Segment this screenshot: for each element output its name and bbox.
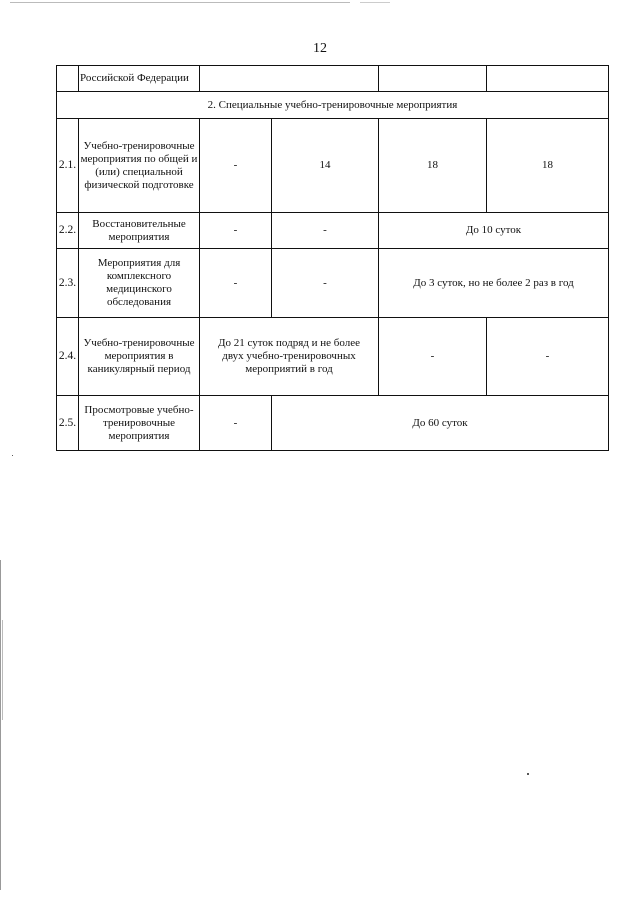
value-cell: - <box>379 318 487 396</box>
section-header-row <box>57 92 609 119</box>
events-table <box>56 65 609 451</box>
scan-top-rule-short <box>360 2 390 3</box>
value-cell: До 60 суток <box>272 396 609 451</box>
value-cell: - <box>272 249 379 318</box>
value-cell: До 21 суток подряд и не более двух учебно-тренировочных мероприятий в год <box>200 318 379 396</box>
row-number-cell <box>57 66 79 92</box>
value-cell: 18 <box>379 119 487 213</box>
row-number-cell: 2.1. <box>57 119 79 213</box>
page-number: 12 <box>313 41 327 56</box>
row-number-cell: 2.2. <box>57 213 79 249</box>
event-name-cell: Учебно-тренировочные мероприятия в каникулярный период <box>79 318 200 396</box>
scan-top-rule <box>10 2 350 3</box>
value-cell: - <box>200 119 272 213</box>
event-name-cell: Просмотровые учебно-тренировочные мероприятия <box>79 396 200 451</box>
value-cell: 14 <box>272 119 379 213</box>
scan-speck <box>12 455 13 456</box>
row-number-cell: 2.3. <box>57 249 79 318</box>
table-row <box>57 318 609 396</box>
section-header: 2. Специальные учебно-тренировочные мероприятия <box>57 92 609 119</box>
table-row <box>57 119 609 213</box>
value-cell <box>487 66 609 92</box>
table-row <box>57 66 609 92</box>
table-row <box>57 213 609 249</box>
event-name-cell: Мероприятия для комплексного медицинского обследования <box>79 249 200 318</box>
value-cell: - <box>200 213 272 249</box>
table-row <box>57 249 609 318</box>
scan-speck <box>527 773 529 775</box>
value-cell <box>379 66 487 92</box>
row-number-cell: 2.4. <box>57 318 79 396</box>
value-cell: До 10 суток <box>379 213 609 249</box>
value-cell: - <box>487 318 609 396</box>
value-cell <box>200 66 379 92</box>
event-name-cell: Российской Федерации <box>79 66 200 92</box>
event-name-cell: Восстановительные мероприятия <box>79 213 200 249</box>
value-cell: До 3 суток, но не более 2 раз в год <box>379 249 609 318</box>
value-cell: - <box>200 396 272 451</box>
value-cell: 18 <box>487 119 609 213</box>
table-row <box>57 396 609 451</box>
row-number-cell: 2.5. <box>57 396 79 451</box>
value-cell: - <box>272 213 379 249</box>
value-cell: - <box>200 249 272 318</box>
scan-left-edge <box>0 560 1 890</box>
event-name-cell: Учебно-тренировочные мероприятия по общей и (или) специальной физической подготовке <box>79 119 200 213</box>
scan-left-edge-inner <box>2 620 3 720</box>
